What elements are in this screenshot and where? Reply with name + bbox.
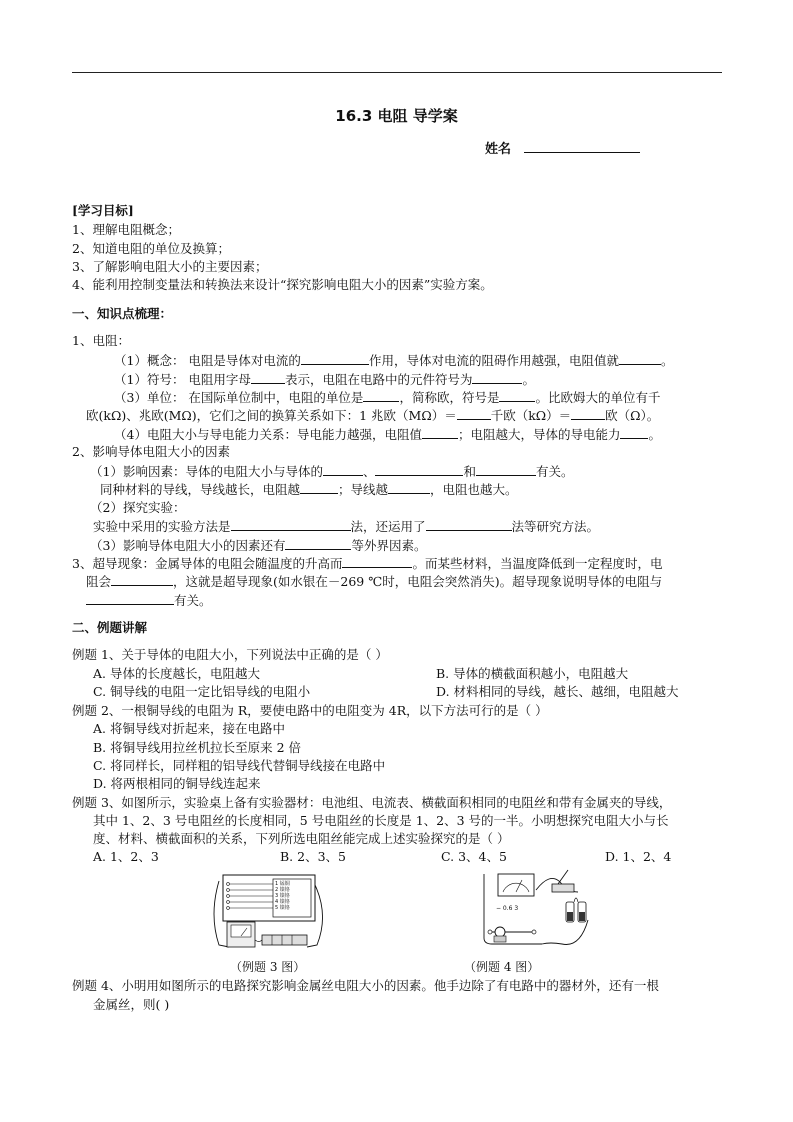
name-field <box>485 140 640 158</box>
answer-blank[interactable] <box>251 371 285 384</box>
goal-item: 4、能利用控制变量法和转换法来设计“探究影响电阻大小的因素”实验方案。 <box>72 277 493 292</box>
factors-line <box>90 463 574 480</box>
factors-text: ；导线越 <box>338 482 389 497</box>
unit-text: ，简称欧，符号是 <box>399 390 500 405</box>
page-title: 16.3 电阻 导学案 <box>335 107 458 125</box>
bulb-icon <box>495 927 505 937</box>
name-blank[interactable] <box>524 140 640 153</box>
answer-blank[interactable] <box>342 555 412 568</box>
section2-heading: 二、例题讲解 <box>72 620 148 635</box>
factors-text: 同种材料的导线，导线越长，电阻越 <box>100 482 301 497</box>
ex3-stem: 度、材料、横截面积的关系，下列所选电阻丝能完成上述实验探究的是（ ） <box>93 831 510 846</box>
superconduct-text: 有关。 <box>174 593 212 608</box>
relation-line <box>114 426 661 443</box>
goal-item: 3、了解影响电阻大小的主要因素； <box>72 259 268 274</box>
example4-figure <box>470 862 610 952</box>
unit-text: 。比欧姆大的单位有千 <box>535 390 661 405</box>
answer-blank[interactable] <box>323 463 363 476</box>
section1-heading: 一、知识点梳理： <box>72 306 173 321</box>
ex2-option-a[interactable]: A. 将铜导线对折起来，接在电路中 <box>93 721 285 736</box>
superconduct-text: ，这就是超导现象(如水银在－269 ℃时，电阻会突然消失)。超导现象说明导体的电阻与 <box>173 574 663 589</box>
answer-blank[interactable] <box>388 481 430 494</box>
relation-text: 。 <box>648 427 661 442</box>
switch-icon <box>552 884 574 892</box>
factors-text: 有关。 <box>536 464 574 479</box>
ex1-option-b[interactable]: B. 导体的横截面积越小，电阻越大 <box>436 666 629 681</box>
ex3-stem: 例题 3、如图所示，实验桌上备有实验器材：电池组、电流表、横截面积相同的电阻丝和带有金属夹的导线， <box>72 795 672 810</box>
example3-caption: （例题 3 图） <box>230 960 306 974</box>
method-text: 实验中采用的实验方法是 <box>93 519 231 534</box>
ex2-option-b[interactable]: B. 将铜导线用拉丝机拉长至原来 2 倍 <box>93 740 302 755</box>
answer-blank[interactable] <box>426 518 512 531</box>
symbol-text: 。 <box>522 372 535 387</box>
method-line <box>93 518 599 535</box>
answer-blank[interactable] <box>620 426 648 439</box>
unit-line-cont <box>86 407 659 424</box>
answer-blank[interactable] <box>111 573 173 586</box>
wire-label: 4 镍铬 <box>275 899 290 905</box>
ex3-option-b[interactable]: B. 2、3、5 <box>280 849 346 864</box>
ammeter-icon <box>498 874 534 896</box>
factors-heading: 2、影响导体电阻大小的因素 <box>72 444 230 459</box>
wire-label: 5 镍铬 <box>275 905 290 911</box>
factors-text: （1）影响因素：导体的电阻大小与导体的 <box>90 464 323 479</box>
battery-icon <box>262 935 307 945</box>
ex3-option-c[interactable]: C. 3、4、5 <box>441 849 507 864</box>
answer-blank[interactable] <box>301 352 369 365</box>
unit-text: 千欧（kΩ）＝ <box>490 408 572 423</box>
ex4-stem: 金属丝，则( ) <box>93 997 170 1012</box>
ex3-option-d[interactable]: D. 1、2、4 <box>605 849 672 864</box>
unit-text: 欧(kΩ)、兆欧(MΩ)，它们之间的换算关系如下：1 兆欧（MΩ）＝ <box>86 408 457 423</box>
superconduct-text: 。而某些材料，当温度降低到一定程度时，电 <box>412 556 663 571</box>
ex2-option-d[interactable]: D. 将两根相同的铜导线连起来 <box>93 776 261 791</box>
symbol-text: 表示，电阻在电路中的元件符号为 <box>284 372 473 387</box>
goal-item: 2、知道电阻的单位及换算； <box>72 241 230 256</box>
answer-blank[interactable] <box>231 518 351 531</box>
meter-terminal-label: − 0.6 3 <box>496 905 519 912</box>
ex4-stem: 例题 4、小明用如图所示的电路探究影响金属丝电阻大小的因素。他手边除了有电路中的器材外，还有一根 <box>72 978 659 993</box>
concept-text: 作用，导体对电流的阻碍作用越强，电阻值就 <box>368 353 619 368</box>
superconduct-line <box>86 573 662 590</box>
ex1-option-c[interactable]: C. 铜导线的电阻一定比铝导线的电阻小 <box>93 684 311 699</box>
symbol-line <box>114 371 535 388</box>
symbol-text: （1）符号： 电阻用字母 <box>114 372 251 387</box>
answer-blank[interactable] <box>619 352 661 365</box>
name-label: 姓名 <box>485 142 512 157</box>
ex2-option-c[interactable]: C. 将同样长，同样粗的铝导线代替铜导线接在电路中 <box>93 758 386 773</box>
relation-text: （4）电阻大小与导电能力关系：导电能力越强，电阻值 <box>114 427 422 442</box>
answer-blank[interactable] <box>300 481 338 494</box>
factors-line <box>100 481 518 498</box>
answer-blank[interactable] <box>285 537 351 550</box>
answer-blank[interactable] <box>422 426 458 439</box>
answer-blank[interactable] <box>457 407 491 420</box>
superconduct-line <box>86 592 212 609</box>
relation-text: ；电阻越大，导体的导电能力 <box>457 427 621 442</box>
unit-text: （3）单位： 在国际单位制中，电阻的单位是 <box>114 390 364 405</box>
external-text: 等外界因素。 <box>351 538 427 553</box>
wire-label: 3 镍铬 <box>275 893 290 899</box>
unit-line <box>114 389 660 406</box>
external-factors-line <box>90 537 426 554</box>
unit-text: 欧（Ω）。 <box>605 408 660 423</box>
factors-text: 和 <box>463 464 476 479</box>
concept-text: （1）概念： 电阻是导体对电流的 <box>114 353 301 368</box>
wire-label: 2 镍铬 <box>275 887 290 893</box>
example3-figure <box>207 865 332 955</box>
answer-blank[interactable] <box>571 407 605 420</box>
superconduct-line <box>72 555 662 572</box>
ex2-stem: 例题 2、一根铜导线的电阻为 R，要使电路中的电阻变为 4R，以下方法可行的是（ ） <box>72 703 548 718</box>
header-rule <box>72 72 722 73</box>
ex1-stem: 例题 1、关于导体的电阻大小，下列说法中正确的是（ ） <box>72 647 388 662</box>
goals-heading: [学习目标] <box>72 203 134 218</box>
experiment-heading: （2）探究实验： <box>90 500 186 515</box>
external-text: （3）影响导体电阻大小的因素还有 <box>90 538 286 553</box>
answer-blank[interactable] <box>363 389 399 402</box>
answer-blank[interactable] <box>476 463 536 476</box>
answer-blank[interactable] <box>472 371 522 384</box>
answer-blank[interactable] <box>375 463 463 476</box>
ex3-option-a[interactable]: A. 1、2、3 <box>93 849 159 864</box>
ex1-option-d[interactable]: D. 材料相同的导线，越长、越细，电阻越大 <box>436 684 679 699</box>
example4-caption: （例题 4 图） <box>464 960 540 974</box>
answer-blank[interactable] <box>499 389 535 402</box>
ex1-option-a[interactable]: A. 导体的长度越长，电阻越大 <box>93 666 260 681</box>
wire-label: 1 锰铜 <box>275 881 290 887</box>
concept-line <box>114 352 673 369</box>
answer-blank[interactable] <box>86 592 174 605</box>
method-text: 法等研究方法。 <box>511 519 600 534</box>
factors-text: 、 <box>362 464 376 479</box>
goal-item: 1、理解电阻概念； <box>72 222 180 237</box>
ex3-stem: 其中 1、2、3 号电阻丝的长度相同，5 号电阻丝的长度是 1、2、3 号的一半。小明想探究电阻大小与长 <box>93 813 669 828</box>
resistance-heading: 1、电阻： <box>72 333 130 348</box>
concept-text: 。 <box>660 353 674 368</box>
factors-text: ，电阻也越大。 <box>430 482 518 497</box>
superconduct-text: 3、超导现象：金属导体的电阻会随温度的升高而 <box>72 556 343 571</box>
superconduct-text: 阻会 <box>86 574 112 589</box>
method-text: 法，还运用了 <box>350 519 426 534</box>
